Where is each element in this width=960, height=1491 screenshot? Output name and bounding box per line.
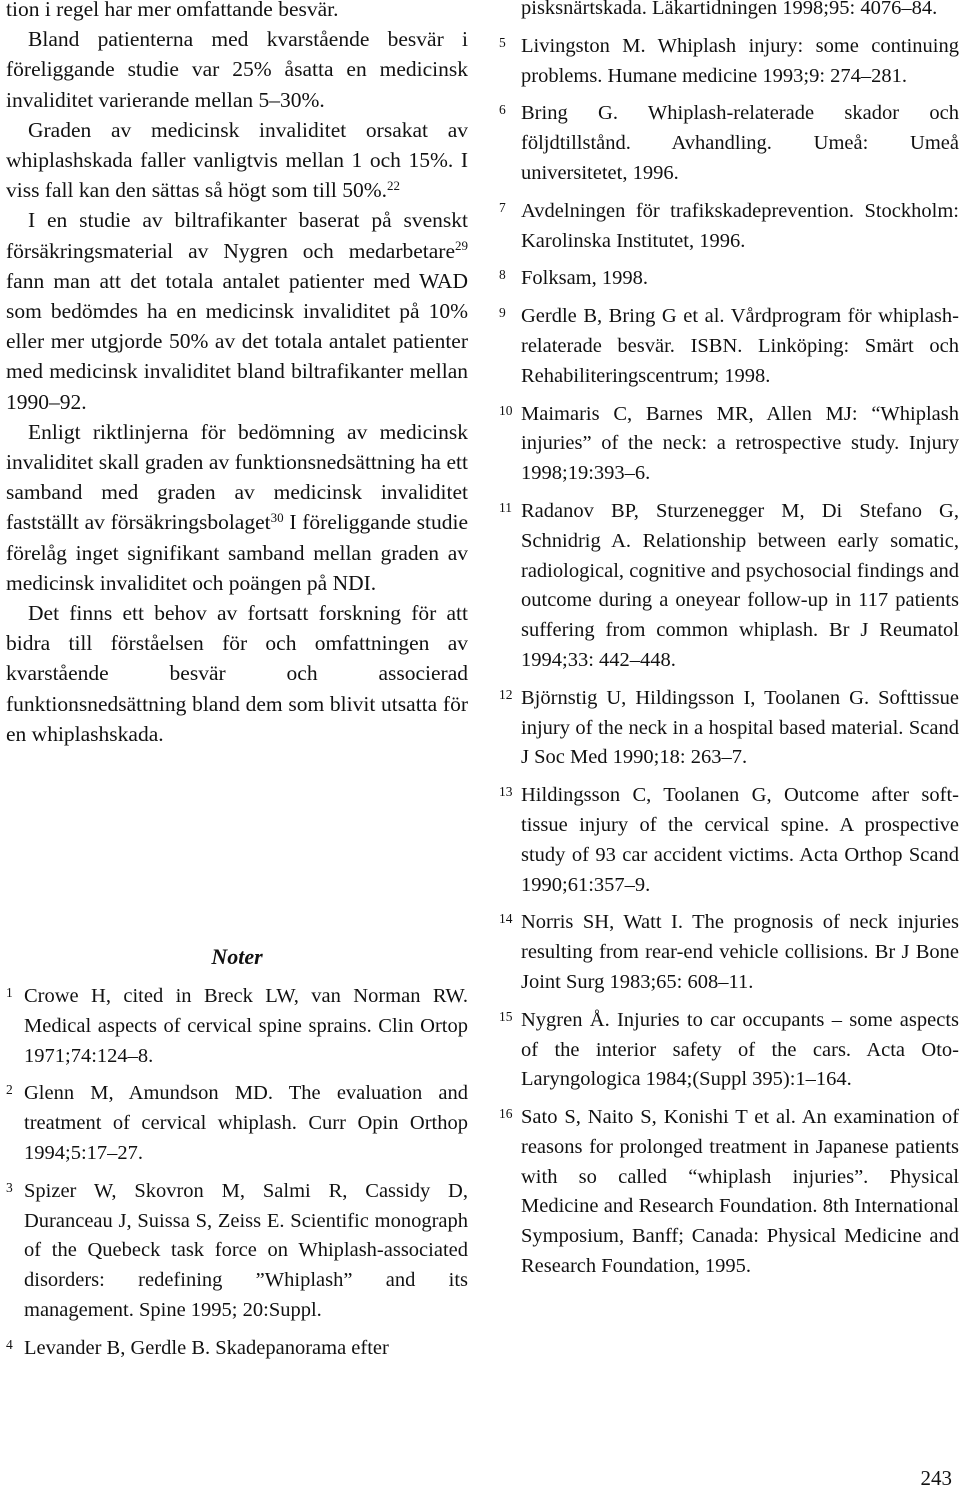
- note-item: 7 Avdelningen för trafikskadeprevention. Stockholm: Karolinska Institutet, 1996.: [499, 199, 959, 252]
- paragraph-2: Graden av medicinsk invaliditet orsakat av whiplashskada faller vanligtvis mellan 1 och 15%. I viss fall kan den sättas så högt som till 50%.$^{22}$: [6, 117, 468, 203]
- note-item: 16 Sato S, Naito S, Konishi T et al. An examination of reasons for prolonged treatment in Japanese patients with so called “whiplash injuries”. Physical Medicine and Research Foundation. 8th International Symposium, Banff; Canada: Physical Medicine and Research Foundation, 1995.: [499, 1106, 959, 1278]
- note-item: 9 Gerdle B, Bring G et al. Vårdprogram för whiplash-relaterade besvär. ISBN. Linköping: Smärt och Rehabiliteringscentrum; 1998.: [499, 305, 959, 387]
- body-text: [6, 0, 468, 749]
- note-item: 13 Hildingsson C, Toolanen G, Outcome after soft-tissue injury of the cervical spine. A prospective study of 93 car accident victims. Acta Orthop Scand 1990;61:357–9.: [499, 784, 959, 896]
- note-item: 3 Spizer W, Skovron M, Salmi R, Cassidy D, Duranceau J, Suissa S, Zeiss E. Scientific monograph of the Quebeck task force on Whiplash-associated disorders: redefining ”Whiplash” and its management. Spine 1995; 20:Suppl.: [6, 1179, 468, 1321]
- notes-heading: Noter: [211, 944, 263, 969]
- note-item: 5 Livingston M. Whiplash injury: some continuing problems. Humane medicine 1993;9: 274–281.: [499, 34, 959, 87]
- paragraph-4: Enligt riktlinjerna för bedömning av medicinsk invaliditet skall graden av funktionsnedsättning ha ett samband med graden av medicinsk invaliditet fastställt av försäkringsbolaget$^{30}$ I föreliggande studie förelåg inget signifikant samband mellan graden av medicinsk invaliditet och poängen på NDI.: [6, 419, 468, 595]
- note-item: 10 Maimaris C, Barnes MR, Allen MJ: “Whiplash injuries” of the neck: a retrospective study. Injury 1998;19:393–6.: [499, 402, 959, 485]
- note-item: 8 Folksam, 1998.: [499, 267, 648, 290]
- paragraph-0: tion i regel har mer omfattande besvär.: [6, 0, 339, 21]
- paragraph-3: I en studie av biltrafikanter baserat på svenskt försäkringsmaterial av Nygren och medarbetare$^{29}$ fann man att det totala antalet patienter med WAD som bedömdes ha en medicinsk invaliditet på 10% eller mer utgjorde 50% av det totala antalet patienter med medicinsk invaliditet bland biltrafikanter mellan 1990–92.: [6, 208, 468, 414]
- note-item: 1 Crowe H, cited in Breck LW, van Norman RW. Medical aspects of cervical spine sprains. Clin Ortop 1971;74:124–8.: [6, 985, 468, 1067]
- right-column: [499, 0, 959, 1290]
- note-item: 4 Levander B, Gerdle B. Skadepanorama efter: [6, 1336, 389, 1359]
- left-column: [6, 0, 468, 1359]
- citation-sup: 22: [387, 178, 400, 194]
- citation-sup: 29: [455, 238, 468, 254]
- note-item: 15 Nygren Å. Injuries to car occupants – some aspects of the interior safety of the cars. Acta Oto-Laryngologica 1984;(Suppl 395):1–164.: [499, 1008, 959, 1091]
- note-item: 11 Radanov BP, Sturzenegger M, Di Stefano G, Schnidrig A. Relationship between early somatic, radiological, cognitive and psychosocial findings and outcome during a oneyear follow-up in 117 patients suffering from common whiplash. Br J Reumatol 1994;33: 442–448.: [499, 499, 959, 671]
- note-item: 2 Glenn M, Amundson MD. The evaluation and treatment of cervical whiplash. Curr Opin Orthop 1994;5:17–27.: [6, 1082, 468, 1164]
- note-item: 12 Björnstig U, Hildingsson I, Toolanen G. Softtissue injury of the neck in a hospital based material. Scand J Soc Med 1990;18: 263–7.: [499, 686, 959, 769]
- note-item: 6 Bring G. Whiplash-relaterade skador och följdtillstånd. Avhandling. Umeå: Umeå universitetet, 1996.: [499, 102, 959, 184]
- note-item: 14 Norris SH, Watt I. The prognosis of neck injuries resulting from rear-end vehicle collisions. Br J Bone Joint Surg 1983;65: 608–11.: [499, 911, 959, 993]
- paragraph-1: Bland patienterna med kvarstående besvär i föreliggande studie var 25% åsatta en medicinsk invaliditet varierande mellan 5–30%.: [6, 27, 468, 112]
- paragraph-5: Det finns ett behov av fortsatt forskning för att bidra till förståelsen för och omfattningen av kvarstående besvär och associerad funktionsnedsättning bland dem som blivit utsatta för en whiplashskada.: [6, 601, 468, 746]
- note-continuation: pisksnärtskada. Läkartidningen 1998;95: 4076–84.: [521, 0, 938, 19]
- notes-list-left: [6, 982, 468, 1372]
- page-number: 243: [920, 1466, 952, 1490]
- citation-sup: 30: [270, 510, 284, 526]
